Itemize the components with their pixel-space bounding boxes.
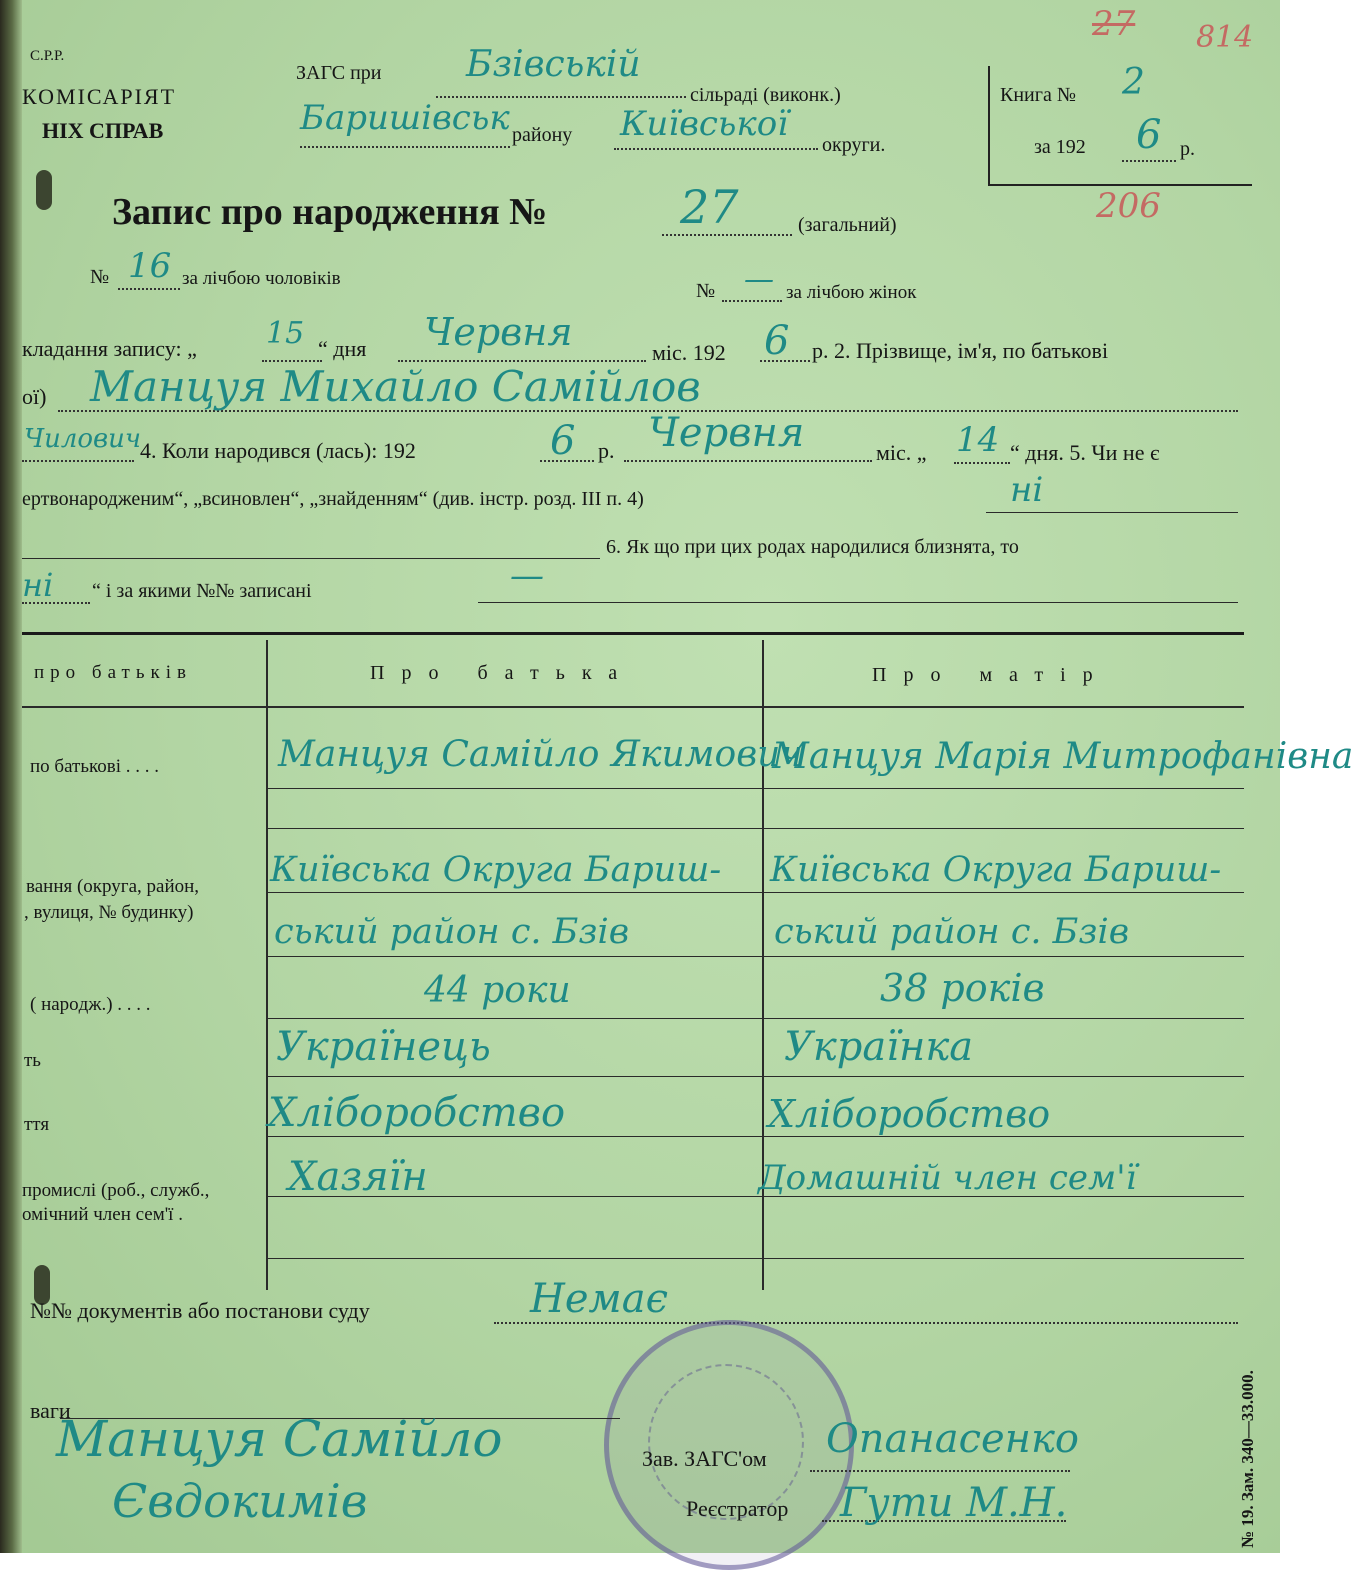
year-value: 6: [1136, 112, 1162, 158]
father-age: 44 роки: [424, 970, 571, 1011]
women-count-value: —: [744, 262, 774, 297]
okruha-value: Київської: [620, 104, 789, 144]
record-date-label: кладання запису: „: [22, 336, 197, 361]
birth-date-end: “ дня. 5. Чи не є: [1010, 440, 1160, 465]
father-occupation: Хліборобство: [268, 1090, 566, 1136]
row-label-name: по батькові . . . .: [30, 756, 160, 777]
birth-month: Червня: [648, 410, 805, 456]
father-residence-2: ський район с. Бзів: [274, 912, 630, 952]
zags-head-label: Зав. ЗАГС'ом: [642, 1446, 767, 1471]
mother-residence-2: ський район с. Бзів: [774, 912, 1130, 952]
twins-label: 6. Як що при цих родах народилися близнята, то: [606, 536, 1019, 558]
corner-number-2: 814: [1196, 20, 1254, 55]
father-nationality: Українець: [276, 1024, 491, 1070]
okruha-suffix: округи.: [822, 134, 886, 156]
table-header-father: Про батька: [370, 662, 635, 684]
row-label-residence-2: , вулиця, № будинку): [24, 902, 194, 923]
women-count-label: за лічбою жінок: [786, 282, 917, 303]
row-label-age: ( нарoдж.) . . . .: [30, 994, 151, 1015]
birth-mis: міс. „: [876, 440, 927, 465]
child-name: Манцуя Михайло Самійлов: [90, 362, 701, 411]
twins-records-label: “ і за якими №№ записані: [92, 580, 312, 602]
row-label-nationality: ть: [24, 1050, 41, 1071]
record-title: Запис про народження №: [112, 191, 548, 233]
mother-nationality: Українка: [784, 1024, 974, 1070]
org-line-2: КОМІСАРІЯТ: [22, 84, 177, 109]
record-day: 15: [266, 316, 305, 351]
birth-year: 6: [550, 418, 576, 464]
punch-hole: [36, 170, 52, 210]
record-number-suffix: (загальний): [798, 214, 897, 236]
silrada-suffix: сільраді (виконк.): [690, 84, 841, 106]
child-patronymic: Чилович: [24, 424, 142, 454]
birth-year-suffix: р.: [598, 438, 615, 463]
father-position: Хазяїн: [288, 1154, 428, 1200]
stillborn-value: ні: [1010, 470, 1044, 510]
rayon-suffix: району: [512, 124, 573, 146]
birth-day: 14: [956, 420, 1000, 460]
registrar-signature: Гути М.Н.: [840, 1480, 1068, 1526]
witness-signature-1: Манцуя Самійло: [56, 1410, 503, 1468]
witness-signature-2: Євдокимів: [112, 1474, 368, 1528]
row-label-residence: вання (округа, район,: [26, 876, 200, 897]
twins-records-value: —: [510, 556, 544, 596]
record-date-end: р. 2. Прізвище, ім'я, по батькові: [812, 338, 1109, 363]
child-name-label: ої): [22, 384, 47, 409]
record-number: 27: [680, 180, 739, 234]
record-year: 6: [764, 318, 790, 364]
book-box-note: 206: [1096, 186, 1161, 226]
zags-head-signature: Опанасенко: [826, 1416, 1079, 1462]
father-residence: Київська Округа Бариш-: [270, 850, 722, 890]
mother-occupation: Хліборобство: [768, 1092, 1051, 1136]
men-count-prefix: №: [90, 266, 110, 288]
table-header-parents: про батьків: [34, 662, 192, 683]
registrar-label: Реєстратор: [686, 1496, 789, 1521]
men-count-label: за лічбою чоловіків: [182, 268, 341, 289]
year-suffix: р.: [1180, 138, 1195, 160]
men-count-value: 16: [128, 246, 172, 286]
print-run-note: № 19. Зам. 340—33.000.: [1238, 1370, 1257, 1548]
twins-value: ні: [22, 566, 54, 604]
book-value: 2: [1122, 62, 1145, 103]
mother-residence: Київська Округа Бариш-: [770, 850, 1222, 890]
rayon-value: Баришівськ: [300, 98, 510, 138]
book-label: Книга №: [1000, 84, 1076, 106]
father-name: Манцуя Самійло Якимович: [278, 734, 803, 775]
mother-name: Манцуя Марія Митрофанівна: [772, 736, 1353, 777]
org-line-1: С.Р.Р.: [30, 48, 65, 64]
year-label: за 192: [1034, 136, 1086, 158]
witnesses-label: ваги: [30, 1398, 71, 1423]
row-label-position-2: омічний член сем'ї .: [22, 1204, 183, 1225]
table-header-mother: Про матір: [872, 664, 1110, 686]
mother-position: Домашній член сем'ї: [758, 1158, 1137, 1198]
documents-value: Немає: [530, 1276, 668, 1322]
mother-age: 38 років: [880, 966, 1045, 1010]
birth-date-label: 4. Коли народився (лась): 192: [140, 438, 416, 463]
zags-value: Бзівській: [466, 44, 641, 85]
stillborn-label: ертвонародженим“, „всиновлен“, „знайденням“ (див. інстр. розд. III п. 4): [22, 488, 644, 510]
documents-label: №№ документів або постанови суду: [30, 1298, 370, 1323]
corner-number: 27: [1092, 4, 1136, 44]
org-line-3: НІХ СПРАВ: [42, 118, 164, 143]
row-label-occupation: ття: [24, 1114, 50, 1135]
zags-prefix: ЗАГС при: [296, 62, 382, 84]
record-day-suffix: “ дня: [318, 336, 367, 361]
record-month: Червня: [424, 310, 573, 354]
record-mis: міс. 192: [652, 340, 726, 365]
row-label-position: промислі (роб., служб.,: [22, 1180, 210, 1201]
women-count-prefix: №: [696, 280, 716, 302]
binding-spine: [0, 0, 22, 1553]
